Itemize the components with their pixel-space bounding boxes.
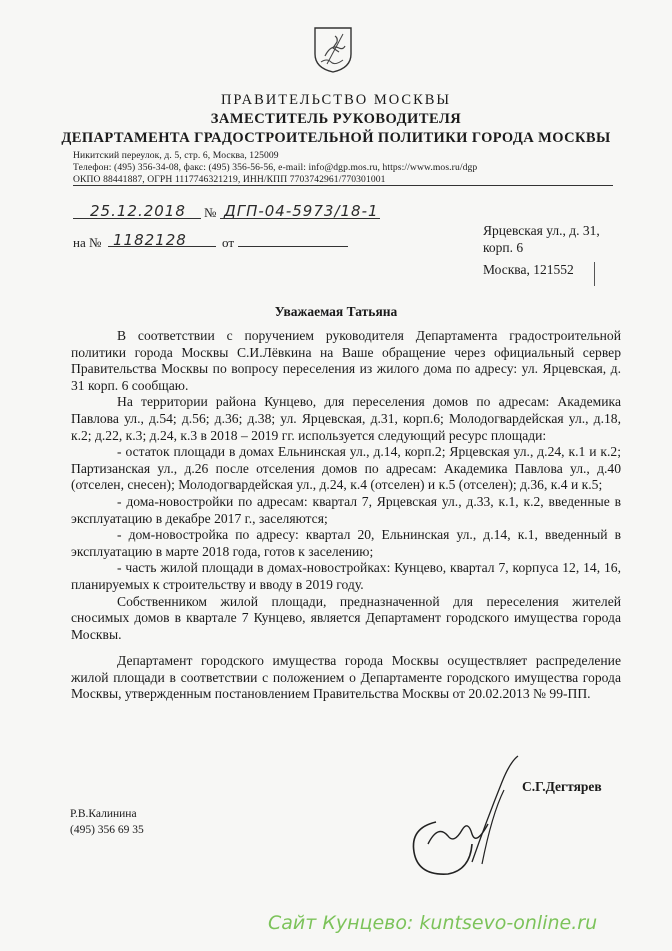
scan-mark [594, 262, 595, 286]
paragraph-1: В соответствии с поручением руководителя Департамента градостроительной политики города Москвы С.И.Лёвкина на Ваше обращение через официальный сервер Правительства Москвы по вопросу переселения из жилого дома по адресу: ул. Ярцевская, д. 31 корп. 6 сообщаю. [71, 328, 621, 393]
paragraph-5: - дом-новостройка по адресу: квартал 20, Ельнинская ул., д.14, к.1, введенный в эксплуатацию в марте 2018 года, готов к заселению; [71, 527, 621, 559]
reference-label: на № [73, 235, 102, 250]
paragraph-4: - дома-новостройки по адресам: квартал 7, Ярцевская ул., д.33, к.1, к.2, введенные в эксплуатацию в декабре 2017 г., заселяются; [71, 493, 621, 526]
executor-phone: (495) 356 69 35 [70, 824, 144, 836]
executor-name: Р.В.Калинина [70, 808, 137, 820]
moscow-coat-of-arms-icon [313, 26, 353, 74]
recipient-line-3: Москва, 121552 [483, 262, 574, 277]
paragraph-2: На территории района Кунцево, для переселения домов по адресам: Академика Павлова ул., д.54; д.56; д.36; д.38; ул. Ярцевская, д.31, корп.6; Молодогвардейская ул., д.18, к.2; д.22, к.3; д.24, к.3 в 2018 – 2019 гг. используется следующий ресурс площади: [71, 394, 621, 443]
department-title: ДЕПАРТАМЕНТА ГРАДОСТРОИТЕЛЬНОЙ ПОЛИТИКИ ГОРОДА МОСКВЫ [61, 130, 611, 146]
paragraph-7: Собственником жилой площади, предназначенной для переселения жителей сносимых домов в квартале 7 Кунцево, является Департамент городского имущества города Москвы. [71, 593, 621, 642]
letter-body [71, 328, 621, 703]
department-contacts: Телефон: (495) 356-34-08, факс: (495) 356-56-56, e-mail: info@dgp.mos.ru, https://www.mos.ru/dgp [73, 162, 478, 173]
government-title: ПРАВИТЕЛЬСТВО МОСКВЫ [220, 92, 452, 108]
reference-number: 1182128 [113, 231, 187, 249]
recipient-line-1: Ярцевская ул., д. 31, [483, 223, 600, 238]
department-address: Никитский переулок, д. 5, стр. 6, Москва, 125009 [73, 150, 279, 161]
header-divider [73, 185, 613, 186]
registration-date: 25.12.2018 [90, 202, 186, 220]
signer-name: С.Г.Дегтярев [522, 779, 602, 794]
registration-number-label: № [204, 205, 217, 220]
paragraph-3: - остаток площади в домах Ельнинская ул., д.14, корп.2; Ярцевская ул., д.24, к.1 и к.2; Партизанская ул., д.26 после отселения домов по адресам: Академика Павлова ул., д.40 (отселен, снесен); Молодогвардейская ул., д.24, к.4 (отселен) и к.5 (отселен); д.36, к.4 и к.5; [71, 444, 621, 493]
site-watermark: Сайт Кунцево: kuntsevo-online.ru [268, 912, 598, 934]
from-underline [238, 246, 348, 247]
handwritten-signature-icon [398, 752, 538, 882]
registration-number: ДГП-04-5973/18-1 [224, 202, 379, 220]
paragraph-6: - часть жилой площади в домах-новостройках: Кунцево, квартал 7, корпуса 12, 14, 16, планируемых к строительству и вводу в 2019 году. [71, 560, 621, 592]
reference-underline [108, 246, 216, 247]
greeting: Уважаемая Татьяна [274, 304, 398, 319]
department-codes: ОКПО 88441887, ОГРН 1117746321219, ИНН/КПП 7703742961/770301001 [73, 174, 386, 185]
date-underline [73, 218, 201, 219]
recipient-line-2: корп. 6 [483, 240, 524, 255]
from-label: от [222, 235, 235, 250]
paragraph-8: Департамент городского имущества города Москвы осуществляет распределение жилой площади в соответствии с положением о Департаменте городского имущества города Москвы, утвержденным постановлением Правительства Москвы от 20.02.2013 № 99-ПП. [71, 653, 621, 702]
position-title: ЗАМЕСТИТЕЛЬ РУКОВОДИТЕЛЯ [210, 111, 462, 127]
number-underline [220, 218, 380, 219]
